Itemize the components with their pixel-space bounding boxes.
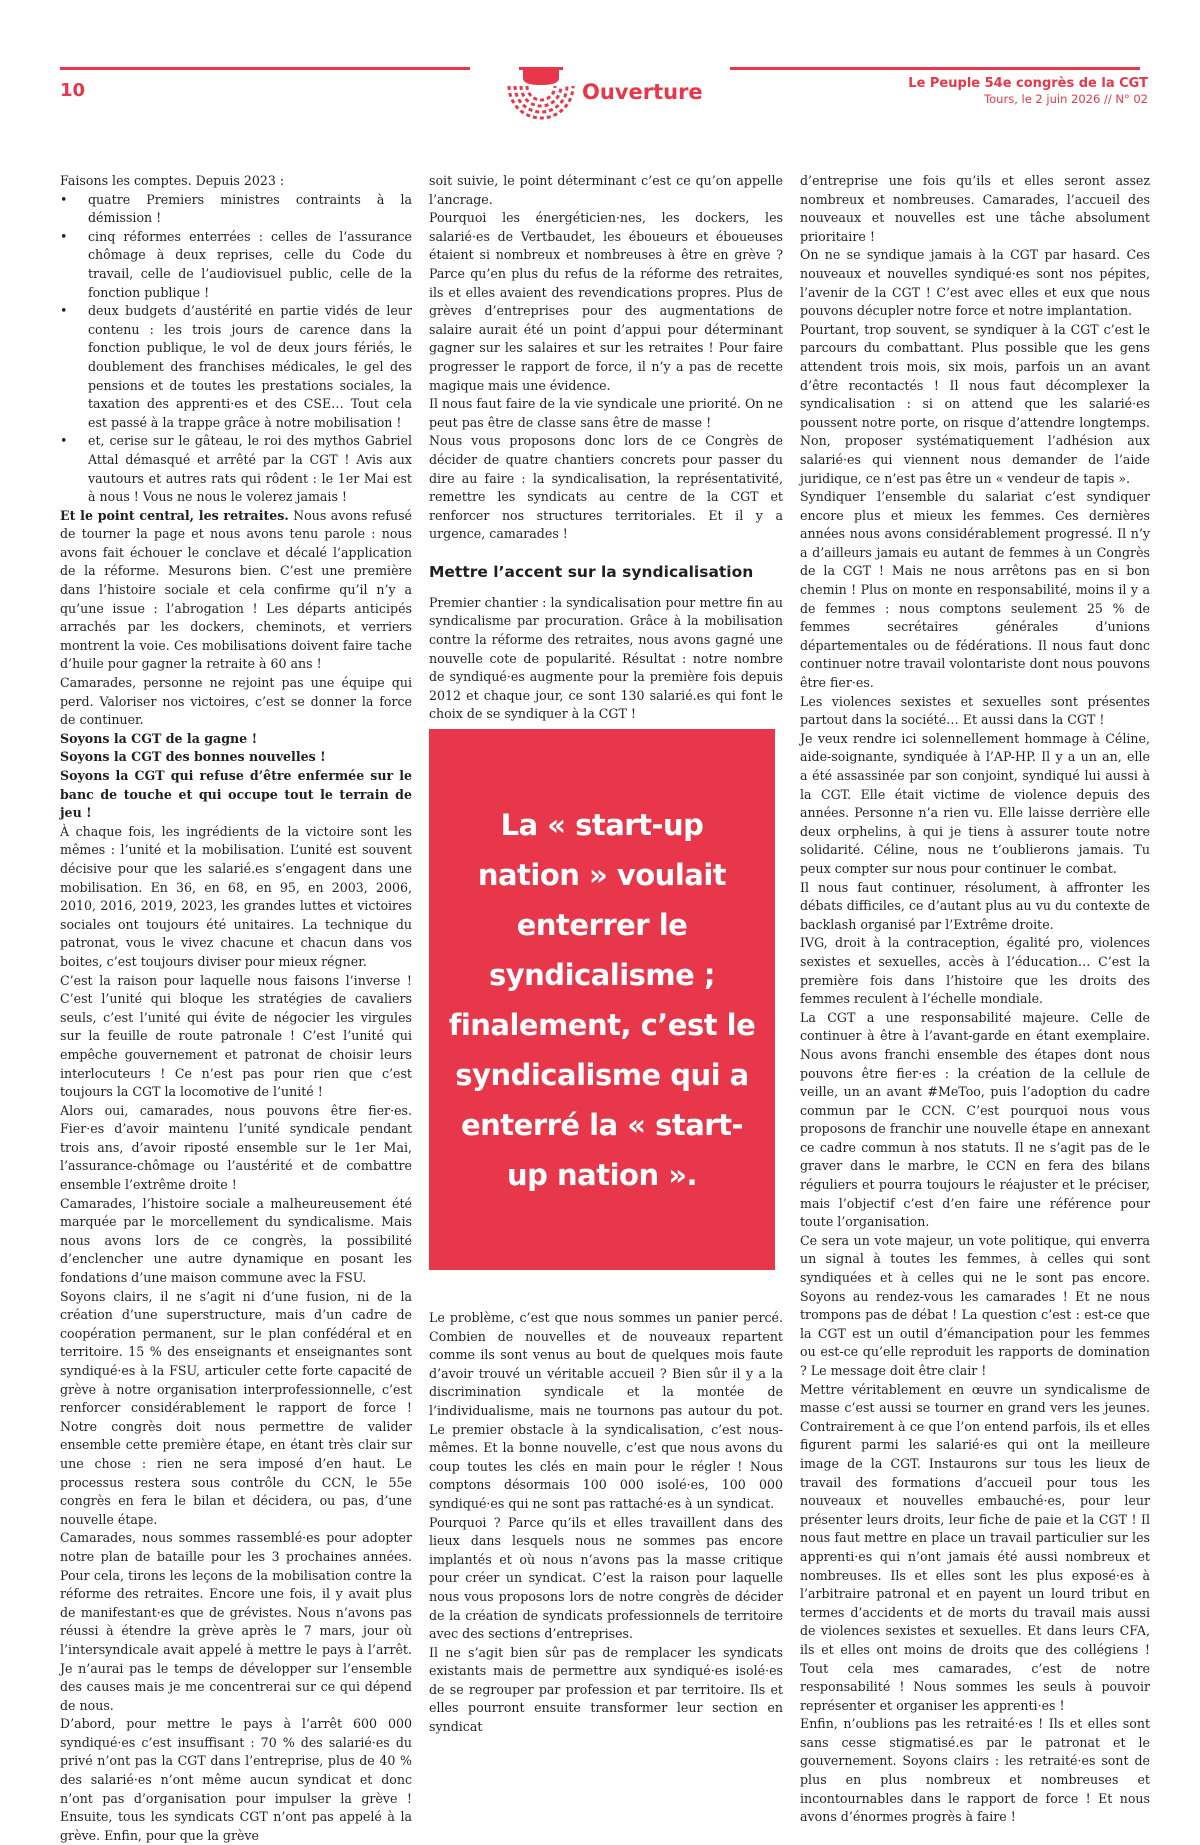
section-title: Ouverture — [582, 80, 703, 104]
paragraph: D’abord, pour mettre le pays à l’arrêt 600 000 syndiqué·es c’est insuffisant : 70 % des salarié·es du privé n’ont pas la CGT dans l’entreprise, plus de 40 % des salarié·es n’ont même aucun syndicat et donc n’ont pas d’organisation pour impulser la grève ! Ensuite, tous les syndicats CGT n’ont pas appelé à la grève. Enfin, pour que la grève — [60, 1716, 412, 1843]
paragraph: Syndiquer l’ensemble du salariat c’est syndiquer encore plus et mieux les femmes. Ces dernières années nous avons considérablement progressé. Il n’y a d’ailleurs jamais eu autant de femmes à un Congrès de la CGT ! Mais ne nous arrêtons pas en si bon chemin ! Plus on monte en responsabilité, moins il y a de femmes : nous comptons seulement 25 % de femmes secrétaires générales d’unions départementales ou de fédérations. Il nous faut donc continuer notre travail volontariste dont nous pouvons être fier·es. — [800, 489, 1150, 691]
paragraph: Enfin, n’oublions pas les retraité·es ! Ils et elles sont sans cesse stigmatisé.es par le patronat et le gouvernement. Soyons clairs : les retraité·es sont de plus en plus nombreux et nombreuses et incontournables dans le rapport de force ! Et nous avons d’énormes progrès à faire ! — [800, 1716, 1150, 1825]
paragraph-text: Nous avons refusé de tourner la page et nous avons tenu parole : nous avons fait échouer le conclave et décalé l’application de la réforme. Mesurons bien. C’est une première dans l’histoire sociale et cela confirme qu’il n’y a qu’une issue : l’abrogation ! Les départs anticipés arrachés par les dockers, cheminots, et verriers montrent la voie. Ces mobilisations doivent faire tache d’huile pour gagner la retraite à 60 ans ! — [60, 507, 413, 672]
slogan: Soyons la CGT de la gagne ! — [60, 730, 258, 746]
header-rule-right — [730, 67, 1140, 70]
paragraph: À chaque fois, les ingrédients de la victoire sont les mêmes : l’unité et la mobilisation. L’unité est souvent décisive pour que les salarié.es s’engagent dans une mobilisation. En 36, en 68, en 95, en 2003, 2006, 2010, 2016, 2019, 2023, les grandes luttes et victoires sociales ont toujours été unitaires. La technique du patronat, vous le vivez chacune et chacun dans vos boites, c’est toujours diviser pour mieux régner. — [60, 823, 412, 969]
achievements-list — [60, 191, 412, 507]
pull-quote-text: La « start-up nation » voulait enterrer le syndicalisme ; finalement, c’est le syndicalisme qui a enterré la « start-up nation ». — [448, 807, 756, 1192]
masthead-date: Tours, le 2 juin 2026 // N° 02 — [984, 92, 1148, 106]
paragraph: Pourquoi ? Parce qu’ils et elles travaillent dans des lieux dans lesquels nous ne sommes pas encore implantés et où nous n’avons pas la masse critique pour créer un syndicat. C’est la raison pour laquelle nous vous proposons lors de notre congrès de décider de la création de syndicats professionnels de territoire avec des sections d’entreprises. — [429, 1514, 783, 1642]
paragraph: Il nous faut continuer, résolument, à affronter les débats difficiles, ce d’autant plus au vu du contexte de backlash organisé par l’Extrême droite. — [800, 879, 1150, 932]
list-item: • et, cerise sur le gâteau, le roi des mythos Gabriel Attal démasqué et arrêté par la CGT ! Avis aux vautours et autres rats qui rôdent : le 1er Mai est à nous ! Vous ne nous le volerez jamais ! — [88, 432, 412, 506]
header-rule-left — [60, 67, 470, 70]
paragraph: On ne se syndique jamais à la CGT par hasard. Ces nouveaux et nouvelles syndiqué·es sont nos pépites, l’avenir de la CGT ! C’est avec elles et eux que nous pouvons décupler notre force et notre implantation. — [800, 247, 1150, 319]
paragraph: Les violences sexistes et sexuelles sont présentes partout dans la société… Et aussi dans la CGT ! — [800, 693, 1150, 728]
lead-in: Et le point central, les retraites. — [60, 507, 289, 523]
paragraph: Camarades, nous sommes rassemblé·es pour adopter notre plan de bataille pour les 3 prochaines années. Pour cela, tirons les leçons de la mobilisation contre la réforme des retraites. Encore une fois, il y avait plus de manifestant·es que de grévistes. Nous n’avons pas réussi à étendre la grève après le 7 mars, jour où l’intersyndicale avait appelé à mettre le pays à l’arrêt. Je n’aurai pas le temps de développer sur l’ensemble des causes mais je me concentrerai sur ce qui dépend de nous. — [60, 1530, 412, 1713]
paragraph: Nous vous proposons donc lors de ce Congrès de décider de quatre chantiers concrets pour passer du dire au faire : la syndicalisation, la représentativité, remettre les syndicats au centre de la CGT et renforcer nos structures territoriales. Et il y a urgence, camarades ! — [429, 433, 783, 542]
paragraph: C’est la raison pour laquelle nous faisons l’inverse ! C’est l’unité qui bloque les stratégies de cavaliers seuls, c’est l’unité qui évite de négocier les virgules sur la feuille de route patronale ! C’est l’unité qui empêche gouvernement et patronat de choisir leurs interlocuteurs ! Ce n’est pas pour rien que c’est toujours la CGT la locomotive de l’unité ! — [60, 972, 412, 1100]
paragraph: Soyons clairs, il ne s’agit ni d’une fusion, ni de la création d’une superstructure, mais d’un cadre de coopération permanent, sur le plan confédéral et en territoire. 15 % des enseignants et enseignantes sont syndiqué·es à la FSU, articuler cette forte capacité de grève à notre organisation interprofessionnelle, c’est renforcer considérablement le rapport de force ! Notre congrès doit nous permettre de valider ensemble cette première étape, en étant très clair sur une chose : rien ne sera imposé d’en haut. Le processus restera sous contrôle du CCN, le 55e congrès en fera le bilan et décidera, ou pas, d’une nouvelle étape. — [60, 1288, 412, 1527]
paragraph: soit suivie, le point déterminant c’est ce qu’on appelle l’ancrage. — [429, 173, 783, 207]
paragraph — [60, 507, 412, 674]
list-item: • deux budgets d’austérité en partie vidés de leur contenu : les trois jours de carence dans la fonction publique, le vol de deux jours fériés, le doublement des franchises médicales, le gel des pensions et de toutes les prestations sociales, la taxation des apprenti·es et des CSE… Tout cela est passé à la trappe grâce à notre mobilisation ! — [88, 302, 412, 432]
paragraph: Camarades, l’histoire sociale a malheureusement été marquée par le morcellement du syndicalisme. Mais nous avons lors de ce congrès, la possibilité d’enclencher une autre dynamique en posant les fondations d’une maison commune avec la FSU. — [60, 1195, 412, 1286]
column-2-top — [429, 172, 783, 724]
paragraph: Pourtant, trop souvent, se syndiquer à la CGT c’est le parcours du combattant. Plus possible que les gens attendent trois mois, six mois, parfois un an avant d’être recontactés ! Il nous faut décomplexer la syndicalisation : si on attend que les salarié·es poussent notre porte, on risque d’attendre longtemps. Non, proposer systématiquement l’adhésion aux salarié·es qui viennent nous demander de l’aide juridique, ce n’est pas être un « vendeur de tapis ». — [800, 321, 1150, 486]
paragraph: Je veux rendre ici solennellement hommage à Céline, aide-soignante, syndiquée à l’AP-HP. Il y a un an, elle a été assassinée par son conjoint, syndiqué lui aussi à la CGT. Elle était victime de violence depuis des années. Personne n’a rien vu. Elle laisse derrière elle deux orphelins, à qui je tiens à assurer toute notre solidarité. Céline, nous ne t’oublierons jamais. Tu peux compter sur nous pour continuer le combat. — [800, 730, 1150, 876]
pull-quote-box — [429, 729, 775, 1270]
paragraph: d’entreprise une fois qu’ils et elles seront assez nombreux et nombreuses. Camarades, l’accueil des nouveaux et nouvelles est une tâche absolument prioritaire ! — [800, 173, 1150, 244]
masthead — [908, 76, 1148, 106]
column-1 — [60, 172, 412, 1845]
paragraph: Il nous faut faire de la vie syndicale une priorité. On ne peut pas être de classe sans être de masse ! — [429, 396, 783, 430]
congress-logo-icon — [505, 64, 577, 124]
list-item: • cinq réformes enterrées : celles de l’assurance chômage à deux reprises, celle du Code du travail, celle de l’audiovisuel public, celle de la fonction publique ! — [88, 228, 412, 302]
slogan: Soyons la CGT qui refuse d’être enfermée sur le banc de touche et qui occupe tout le terrain de jeu ! — [60, 768, 412, 821]
paragraph: Il ne s’agit bien sûr pas de remplacer les syndicats existants mais de permettre aux syndiqué·es isolé·es de se regrouper par profession et par territoire. Ils et elles pourront ensuite transformer leur section en syndicat — [429, 1644, 783, 1735]
page-number: 10 — [60, 80, 86, 101]
masthead-title: Le Peuple 54e congrès de la CGT — [908, 76, 1148, 91]
paragraph: Le problème, c’est que nous sommes un panier percé. Combien de nouvelles et de nouveaux repartent comme ils sont venus au bout de quelques mois faute d’avoir trouvé un véritable accueil ? Bien sûr il y a la discrimination syndicale et la montée de l’individualisme, mais ne tournons pas autour du pot. Le premier obstacle à la syndicalisation, c’est nous-mêmes. Et la bonne nouvelle, c’est que nous avons du coup toutes les clés en main pour le régler ! Nous comptons désormais 100 000 isolé·es, 100 000 syndiqué·es qui ne sont pas rattaché·es à un syndicat. — [429, 1310, 783, 1511]
paragraph: IVG, droit à la contraception, égalité pro, violences sexistes et sexuelles, accès à l’éducation… C’est la première fois dans l’histoire que les droits des femmes reculent à l’échelle mondiale. — [800, 935, 1150, 1007]
paragraph: Premier chantier : la syndicalisation pour mettre fin au syndicalisme par procuration. Grâce à la mobilisation contre la réforme des retraites, nous avons gagné une nouvelle cote de popularité. Résultat : notre nombre de syndiqué·es augmente pour la première fois depuis 2012 et chaque jour, ce sont 130 salarié.es qui font le choix de se syndiquer à la CGT ! — [429, 594, 783, 722]
paragraph: La CGT a une responsabilité majeure. Celle de continuer à être à l’avant-garde en étant exemplaire. Nous avons franchi ensemble des étapes dont nous pouvons être fier·es : la création de la cellule de veille, un an avant #MeToo, puis l’adoption du cadre commun par le CCN. C’est pourquoi nous vous proposons de franchir une nouvelle étape en annexant ce cadre commun à nos statuts. Il ne s’agit pas de le graver dans le marbre, le CCN en fera des bilans réguliers et pourra toujours le réajuster et le préciser, mais l’objectif c’est d’en faire une référence pour toute l’organisation. — [800, 1009, 1150, 1230]
list-item: • quatre Premiers ministres contraints à la démission ! — [88, 191, 412, 228]
subheading: Mettre l’accent sur la syndicalisation — [429, 562, 754, 581]
paragraph: Mettre véritablement en œuvre un syndicalisme de masse c’est aussi se tourner en grand vers les jeunes. Contrairement à ce que l’on entend parfois, ils et elles figurent parmi les salarié·es qui ont la meilleure image de la CGT. Instaurons sur tous les lieux de travail des formations d’accueil pour tous les nouveaux et nouvelles embauché·es, pour leur présenter leurs droits, leur fiche de paie et la CGT ! Il nous faut mettre en place un travail particulier sur les apprenti·es qui n’ont jamais été aussi nombreux et nombreuses. Ils et elles sont les plus exposé·es à l’arbitraire patronal et en payent un lourd tribut en termes d’accidents et de morts du travail mais aussi de violences sexistes et sexuelles. Et dans leurs CFA, ils et elles ont moins de droits que des collégiens ! Tout cela mes camarades, c’est de notre responsabilité ! Nous sommes les seuls à pouvoir représenter et organiser les apprenti·es ! — [800, 1381, 1150, 1713]
column-2-bottom — [429, 1309, 783, 1737]
paragraph: Ce sera un vote majeur, un vote politique, qui enverra un signal à toutes les femmes, à celles qui sont syndiquées et à celles qui ne le sont pas encore. Soyons au rendez-vous les camarades ! Et ne nous trompons pas de débat ! La question c’est : est-ce que la CGT est un outil d’émancipation pour les femmes ou est-ce qu’elle reproduit les rapports de domination ? Le message doit être clair ! — [800, 1232, 1150, 1378]
paragraph: Alors oui, camarades, nous pouvons être fier·es. Fier·es d’avoir maintenu l’unité syndicale pendant trois ans, d’avoir riposté ensemble sur le 1er Mai, l’assurance-chômage ou l’austérité et de combattre ensemble l’extrême droite ! — [60, 1102, 412, 1193]
column-3 — [800, 172, 1150, 1827]
paragraph: Camarades, personne ne rejoint pas une équipe qui perd. Valoriser nos victoires, c’est se donner la force de continuer. — [60, 675, 412, 728]
paragraph: Pourquoi les énergéticien·nes, les dockers, les salarié·es de Vertbaudet, les éboueurs et éboueuses étaient si nombreux et nombreuses à être en grève ? Parce qu’en plus du refus de la réforme des retraites, ils et elles avaient des revendications propres. Plus de grèves d’entreprises pour des augmentations de salaire aurait été un point d’appui pour déterminant gagner sur les salaires et sur les retraites ! Pour faire progresser le rapport de force, il n’y a pas de recette magique mais une évidence. — [429, 210, 783, 393]
paragraph: Faisons les comptes. Depuis 2023 : — [60, 173, 285, 188]
slogan: Soyons la CGT des bonnes nouvelles ! — [60, 749, 326, 765]
